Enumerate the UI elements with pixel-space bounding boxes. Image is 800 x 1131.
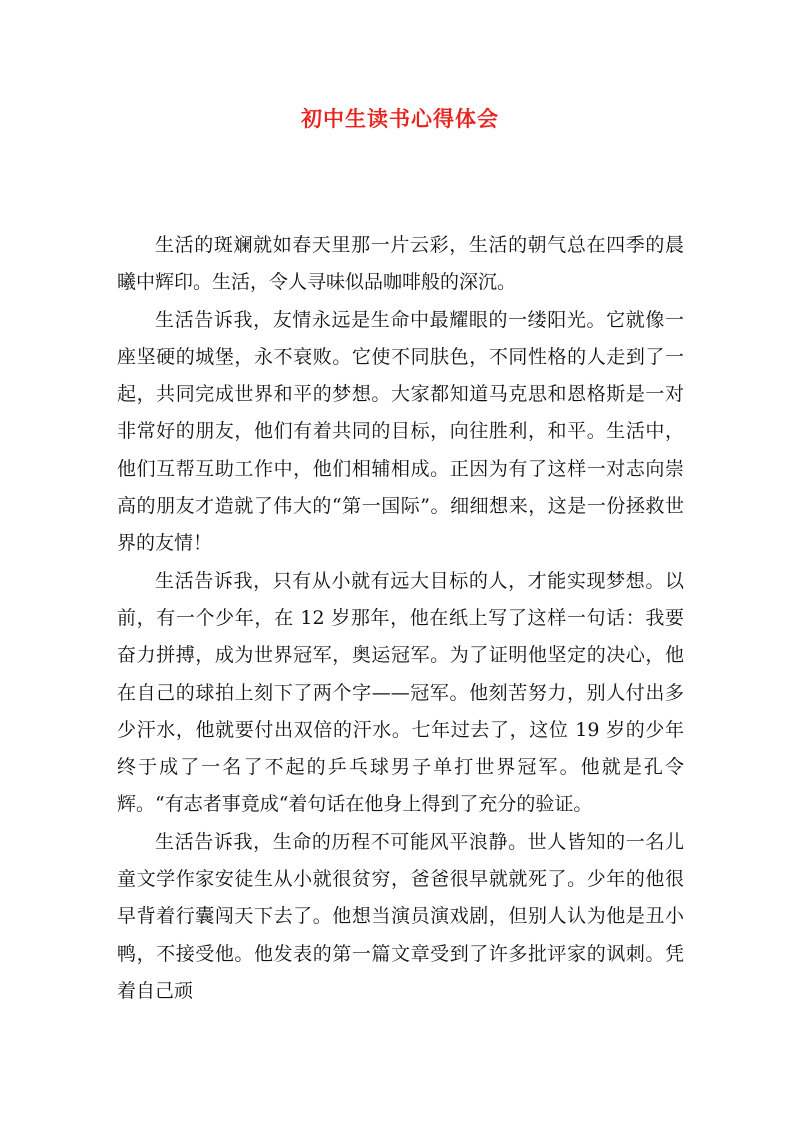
paragraph-4: 生活告诉我，生命的历程不可能风平浪静。世人皆知的一名儿童文学作家安徒生从小就很贫穷，爸爸很早就就死了。少年的他很早背着行囊闯天下去了。他想当演员演戏剧，但别人认为他是丑小鸭，不接受他。他发表的第一篇文章受到了许多批评家的讽刺。凭着自己顽 xyxy=(117,830,684,1002)
document-title: 初中生读书心得体会 xyxy=(301,106,499,131)
paragraph-3: 生活告诉我，只有从小就有远大目标的人，才能实现梦想。以前，有一个少年，在 12 岁那年，他在纸上写了这样一句话：我要奋力拼搏，成为世界冠军，奥运冠军。为了证明他坚定的决心，他在自己的球拍上刻下了两个字——冠军。他刻苦努力，别人付出多少汗水，他就要付出双倍的汗水。七年过去了，这位 19 岁的少年终于成了一名了不起的乒乓球男子单打世界冠军。他就是孔令辉。“有志者事竟成“着句话在他身上得到了充分的验证。 xyxy=(117,569,684,816)
paragraph-2: 生活告诉我，友情永远是生命中最耀眼的一缕阳光。它就像一座坚硬的城堡，永不衰败。它使不同肤色，不同性格的人走到了一起，共同完成世界和平的梦想。大家都知道马克思和恩格斯是一对非常好的朋友，他们有着共同的目标，向往胜利，和平。生活中，他们互帮互助工作中，他们相辅相成。正因为有了这样一对志向崇高的朋友才造就了伟大的“第一国际”。细细想来，这是一份拯救世界的友情！ xyxy=(117,308,684,555)
document-body xyxy=(117,227,684,1010)
paragraph-1: 生活的斑斓就如春天里那一片云彩，生活的朝气总在四季的晨曦中辉印。生活，令人寻味似品咖啡般的深沉。 xyxy=(117,234,684,294)
